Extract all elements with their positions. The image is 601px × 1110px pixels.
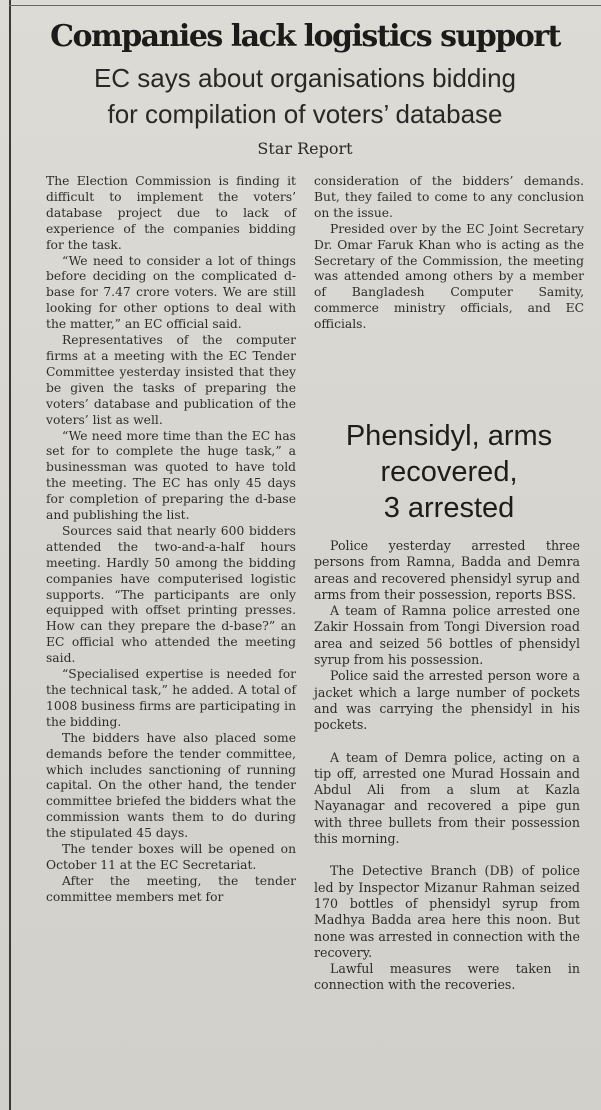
- story1-paragraph: “Specialised expertise is needed for the technical task,” he added. A total of 1008 business firms are participating in the bidding.: [46, 667, 296, 729]
- story2-paragraph: Police said the arrested person wore a jacket which a large number of pockets and was carrying the phensidyl in his pockets.: [314, 668, 580, 733]
- story1-paragraph: “We need more time than the EC has set for to complete the huge task,” a businessman was quoted to have told the meeting. The EC has only 45 days for completion of preparing the d-base and publishing the list.: [46, 428, 296, 523]
- story2-paragraph: Police yesterday arrested three persons from Ramna, Badda and Demra areas and recovered phensidyl syrup and arms from their possession, reports BSS.: [314, 538, 580, 602]
- story1-paragraph: After the meeting, the tender committee members met for: [46, 873, 296, 904]
- story1-byline: Star Report: [257, 139, 353, 158]
- story2-paragraph: Lawful measures were taken in connection with the recoveries.: [314, 961, 580, 993]
- story2-paragraph: The Detective Branch (DB) of police led by Inspector Mizanur Rahman seized 170 bottles of phensidyl syrup from Madhya Badda area here this noon. But none was arrested in connection with the recovery.: [314, 863, 580, 960]
- story1-right-column: [314, 174, 584, 333]
- story1-deck: [14, 60, 596, 132]
- story1-paragraph: consideration of the bidders’ demands. But, they failed to come to any conclusion on the issue.: [314, 174, 584, 220]
- story1-paragraph: Representatives of the computer firms at a meeting with the EC Tender Committee yesterday insisted that they be given the tasks of preparing the voters’ database and publication of the voters’ list as well.: [46, 333, 296, 427]
- story2-paragraph: A team of Demra police, acting on a tip off, arrested one Murad Hossain and Abdul Ali from a slum at Kazla Nayanagar and recovered a pipe gun with three bullets from their possession this morning.: [314, 749, 580, 847]
- story1-paragraph: Presided over by the EC Joint Secretary Dr. Omar Faruk Khan who is acting as the Secretary of the Commission, the meeting was attended among others by a member of Bangladesh Computer Samity, commerce ministry officials, and EC officials.: [314, 221, 584, 332]
- story2-body: [314, 538, 580, 994]
- story1-deck-line-1: EC says about organisations bidding: [93, 63, 517, 93]
- column-rule-left: [9, 0, 11, 1110]
- story1-paragraph: The Election Commission is finding it difficult to implement the voters’ database project due to lack of experience of the companies bidding for the task.: [46, 174, 296, 252]
- story1-paragraph: “We need to consider a lot of things before deciding on the complicated d-base for 7.47 crore voters. We are still looking for other options to deal with the matter,” an EC official said.: [46, 253, 296, 332]
- story2-headline-line-3: 3 arrested: [383, 492, 515, 524]
- story1-paragraph: Sources said that nearly 600 bidders attended the two-and-a-half hours meeting. Hardly 50 among the bidding companies have computerised logistic supports. “The participants are only equipped with offset printing presses. How can they prepare the d-base?” an EC official who attended the meeting said.: [46, 523, 296, 666]
- story2-headline-line-2: recovered,: [380, 456, 518, 488]
- story2-paragraph: A team of Ramna police arrested one Zakir Hossain from Tongi Diversion road area and seized 56 bottles of phensidyl syrup from his possession.: [314, 603, 580, 668]
- story1-left-column: [46, 174, 296, 906]
- top-rule: [9, 5, 601, 6]
- story1-headline: Companies lack logistics support: [50, 19, 560, 54]
- story1-paragraph: The tender boxes will be opened on October 11 at the EC Secretariat.: [46, 842, 296, 872]
- story2-headline: [314, 418, 584, 526]
- story2-headline-line-1: Phensidyl, arms: [345, 420, 553, 452]
- story1-deck-line-2: for compilation of voters’ database: [107, 99, 503, 129]
- story1-paragraph: The bidders have also placed some demands before the tender committee, which includes sanctioning of running capital. On the other hand, the tender committee briefed the bidders what the commission wants them to do during the stipulated 45 days.: [46, 730, 296, 841]
